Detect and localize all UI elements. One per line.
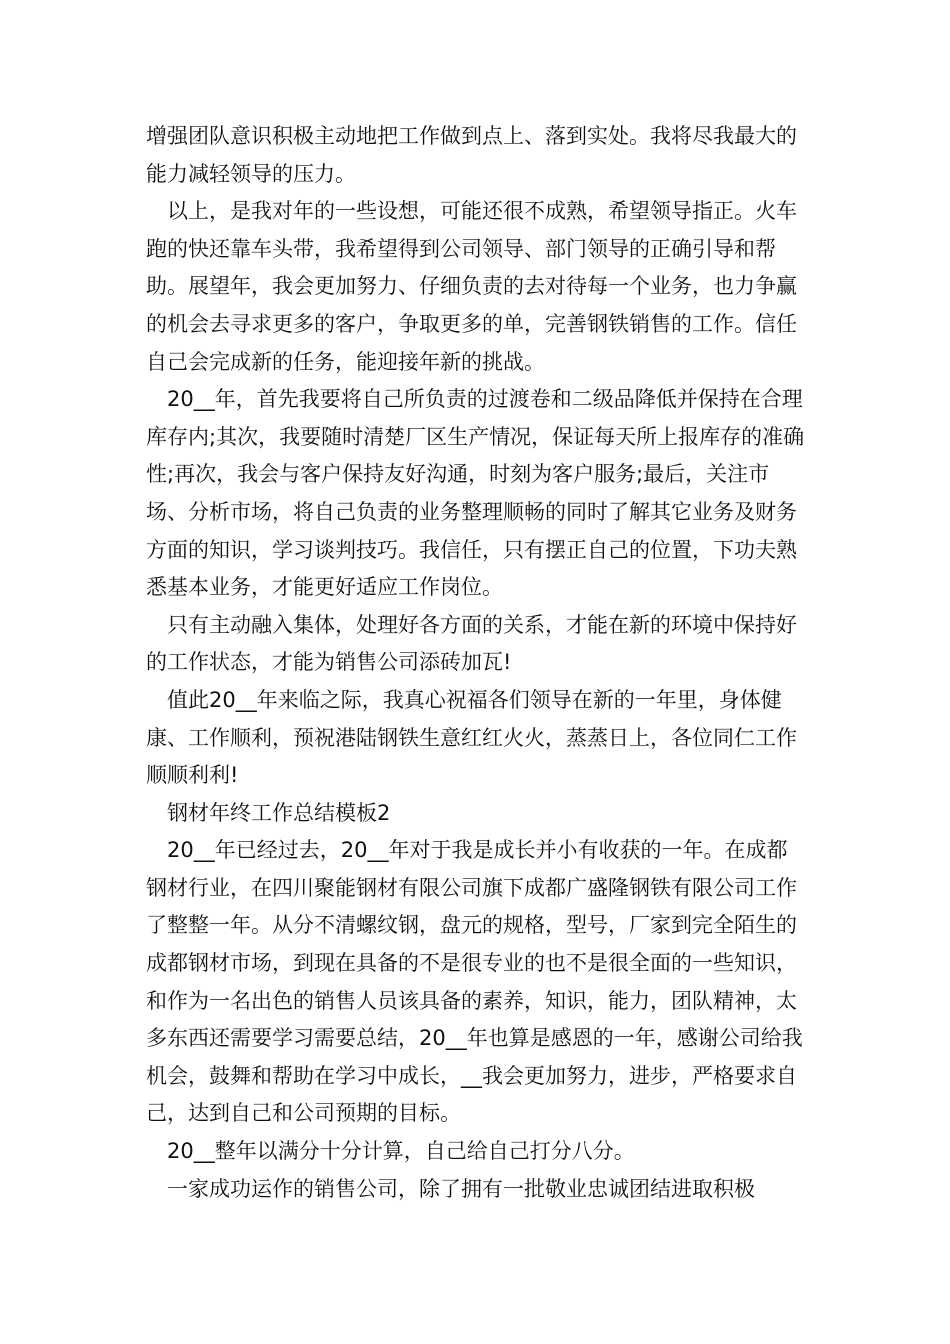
paragraph-3: 20__年，首先我要将自己所负责的过渡卷和二级品降低并保持在合理库存内;其次，我要随时清楚厂区生产情况，保证每天所上报库存的准确性;再次，我会与客户保持友好沟通，时刻为客户服务;最后，关注市场、分析市场，将自己负责的业务整理顺畅的同时了解其它业务及财务方面的知识，学习谈判技巧。我信任，只有摆正自己的位置，下功夫熟悉基本业务，才能更好适应工作岗位。 [146, 387, 805, 600]
paragraph-5: 值此20__年来临之际，我真心祝福各们领导在新的一年里，身体健康、工作顺利，预祝港陆钢铁生意红红火火，蒸蒸日上，各位同仁工作顺顺利利! [146, 687, 797, 788]
paragraph-7: 20__整年以满分十分计算，自己给自己打分八分。 [167, 1139, 635, 1164]
paragraph-1: 增强团队意识积极主动地把工作做到点上、落到实处。我将尽我最大的能力减轻领导的压力。 [146, 124, 797, 186]
paragraph-2: 以上，是我对年的一些设想，可能还很不成熟，希望领导指正。火车跑的快还靠车头带，我希望得到公司领导、部门领导的正确引导和帮助。展望年，我会更加努力、仔细负责的去对待每一个业务，也力争赢的机会去寻求更多的客户，争取更多的单，完善钢铁销售的工作。信任自己会完成新的任务，能迎接年新的挑战。 [146, 199, 797, 374]
paragraph-4: 只有主动融入集体，处理好各方面的关系，才能在新的环境中保持好的工作状态，才能为销售公司添砖加瓦! [146, 612, 797, 675]
paragraph-8: 一家成功运作的销售公司，除了拥有一批敬业忠诚团结进取积极 [167, 1176, 755, 1201]
section-heading: 钢材年终工作总结模板2 [167, 800, 391, 825]
document-body [146, 118, 808, 1208]
paragraph-6: 20__年已经过去，20__年对于我是成长并小有收获的一年。在成都钢材行业，在四川聚能钢材有限公司旗下成都广盛隆钢铁有限公司工作了整整一年。从分不清螺纹钢，盘元的规格，型号，厂家到完全陌生的成都钢材市场，到现在具备的不是很专业的也不是很全面的一些知识，和作为一名出色的销售人员该具备的素养，知识，能力，团队精神，太多东西还需要学习需要总结，20__年也算是感恩的一年，感谢公司给我机会，鼓舞和帮助在学习中成长，__我会更加努力，进步，严格要求自己，达到自己和公司预期的目标。 [146, 838, 803, 1126]
